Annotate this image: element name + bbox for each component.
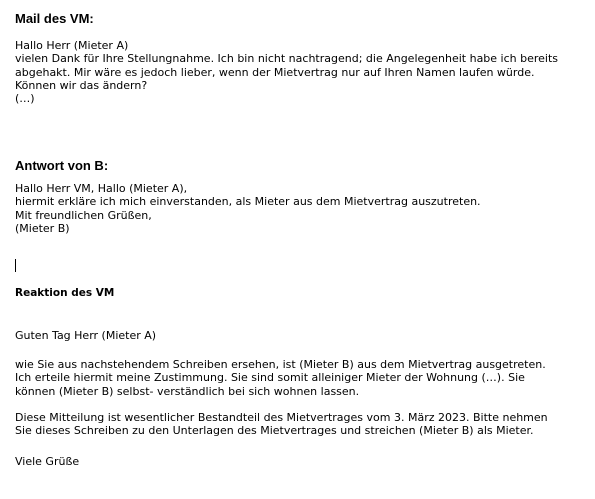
reaction-vm-closing [15, 455, 79, 468]
mail-vm-line: (…) [15, 92, 35, 106]
paragraph-line: Diese Mitteilung ist wesentlicher Bestandteil des Mietvertrages vom 3. März 2023. Bitte nehmen [15, 411, 548, 424]
paragraph-line: Ich erteile hiermit meine Zustimmung. Sie sind somit alleiniger Mieter der Wohnung (…). Sie [15, 371, 525, 385]
text-cursor [15, 259, 16, 272]
heading-reaction-vm: Reaktion des VM [15, 287, 115, 299]
answer-b-line: hiermit erkläre ich mich einverstanden, als Mieter aus dem Mietvertrag auszutreten. [15, 195, 481, 209]
paragraph-line: Sie dieses Schreiben zu den Unterlagen des Mietvertrages und streichen (Mieter B) als Mieter. [15, 424, 534, 438]
mail-vm-line: abgehakt. Mir wäre es jedoch lieber, wenn der Mietvertrag nur auf Ihren Namen laufen würde. [15, 65, 535, 79]
paragraph-line: wie Sie aus nachstehendem Schreiben ersehen, ist (Mieter B) aus dem Mietvertrag ausgetreten. [15, 358, 546, 371]
reaction-vm-greeting [15, 329, 156, 342]
answer-b-body [15, 182, 481, 235]
answer-b-line: Mit freundlichen Grüßen, [15, 208, 152, 222]
mail-vm-line: Können wir das ändern? [15, 78, 148, 92]
heading-answer-b: Antwort von B: [15, 158, 109, 173]
reaction-vm-paragraph-1 [15, 358, 546, 398]
paragraph-line: können (Mieter B) selbst- verständlich bei sich wohnen lassen. [15, 384, 360, 398]
mail-vm-line: vielen Dank für Ihre Stellungnahme. Ich bin nicht nachtragend; die Angelegenheit habe ich bereits [15, 52, 559, 66]
closing-line: Viele Grüße [15, 455, 80, 468]
answer-b-line: (Mieter B) [15, 221, 70, 235]
mail-vm-body [15, 39, 558, 105]
heading-mail-vm: Mail des VM: [15, 11, 94, 26]
reaction-vm-paragraph-2 [15, 411, 548, 438]
mail-vm-line: Hallo Herr (Mieter A) [15, 39, 129, 52]
greeting-line: Guten Tag Herr (Mieter A) [15, 329, 157, 342]
answer-b-line: Hallo Herr VM, Hallo (Mieter A), [15, 182, 188, 195]
